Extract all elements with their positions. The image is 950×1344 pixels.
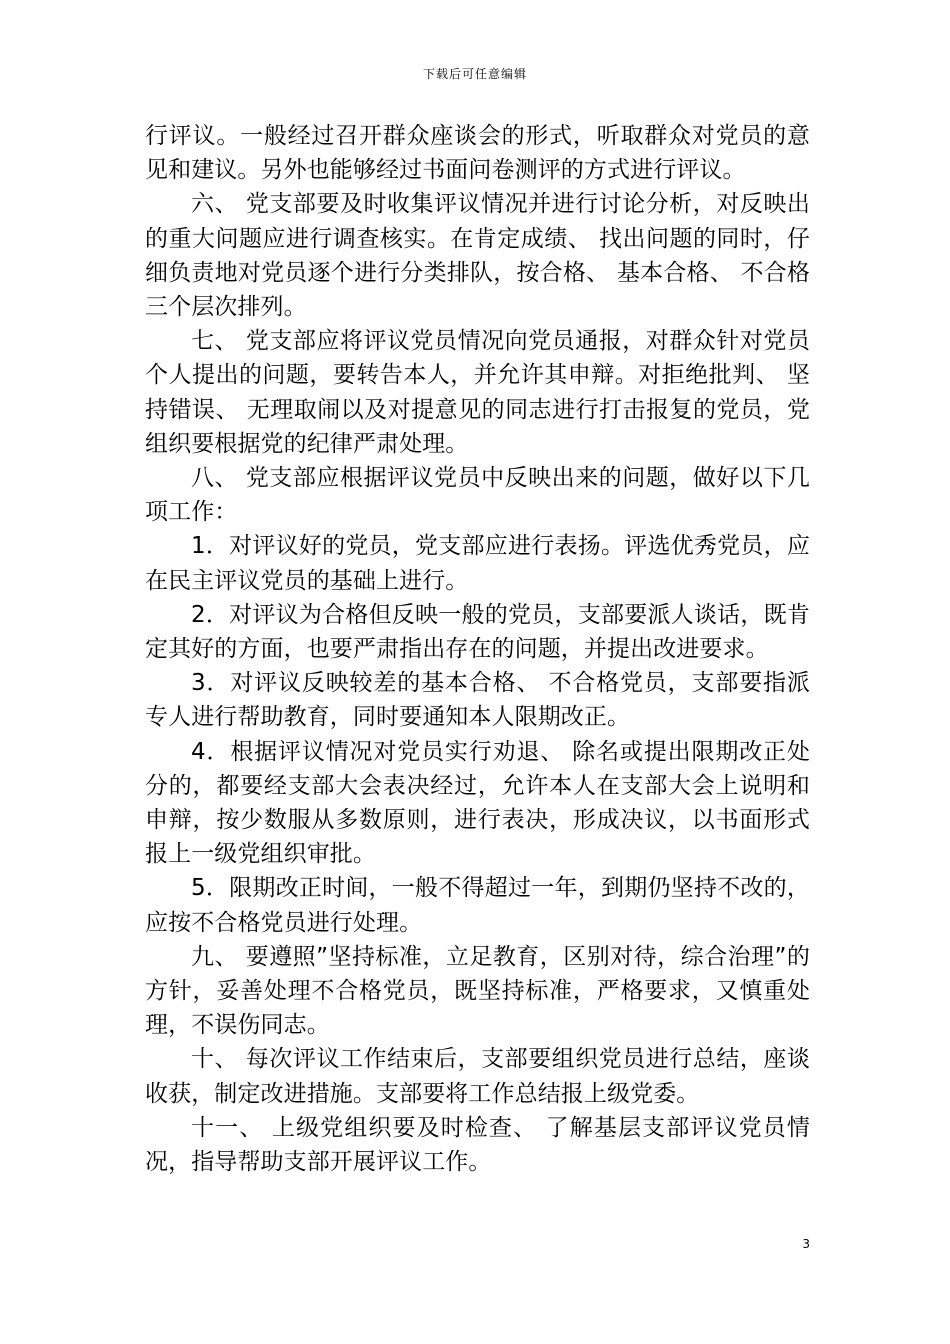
paragraph: 十一、 上级党组织要及时检查、 了解基层支部评议党员情况，指导帮助支部开展评议工作。 — [145, 1114, 810, 1176]
paragraph: 4．根据评议情况对党员实行劝退、 除名或提出限期改正处分的，都要经支部大会表决经过，允许本人在支部大会上说明和申辩，按少数服从多数原则，进行表决，形成决议，以书面形式报上一级党组织审批。 — [145, 738, 810, 868]
paragraph: 1．对评议好的党员，党支部应进行表扬。评选优秀党员，应在民主评议党员的基础上进行。 — [145, 533, 810, 594]
paragraph: 2．对评议为合格但反映一般的党员，支部要派人谈话，既肯定其好的方面，也要严肃指出存在的问题，并提出改进要求。 — [145, 601, 810, 663]
paragraph: 八、 党支部应根据评议党员中反映出来的问题，做好以下几项工作： — [145, 465, 810, 526]
paragraph: 七、 党支部应将评议党员情况向党员通报，对群众针对党员个人提出的问题，要转告本人，并允许其申辩。对拒绝批判、 坚持错误、 无理取闹以及对提意见的同志进行打击报复的党员，党组织要根据党的纪律严肃处理。 — [145, 328, 810, 457]
paragraph: 5．限期改正时间，一般不得超过一年，到期仍坚持不改的，应按不合格党员进行处理。 — [145, 875, 810, 936]
paragraph: 行评议。一般经过召开群众座谈会的形式，听取群众对党员的意见和建议。另外也能够经过书面问卷测评的方式进行评议。 — [145, 123, 810, 184]
paragraph: 十、 每次评议工作结束后，支部要组织党员进行总结，座谈收获，制定改进措施。支部要将工作总结报上级党委。 — [145, 1046, 810, 1107]
paragraph: 九、 要遵照”坚持标准，立足教育，区别对待，综合治理”的方针，妥善处理不合格党员，既坚持标准，严格要求，又慎重处理，不误伤同志。 — [145, 943, 810, 1039]
page-header: 下载后可任意编辑 — [422, 67, 527, 81]
paragraph: 六、 党支部要及时收集评议情况并进行讨论分析，对反映出的重大问题应进行调查核实。在肯定成绩、 找出问题的同时，仔细负责地对党员逐个进行分类排队，按合格、 基本合格、 不合格三个层次排列。 — [145, 191, 810, 321]
page-number: 3 — [802, 1237, 810, 1251]
paragraph: 3．对评议反映较差的基本合格、 不合格党员，支部要指派专人进行帮助教育，同时要通知本人限期改正。 — [145, 670, 810, 731]
document-body — [145, 119, 810, 1179]
